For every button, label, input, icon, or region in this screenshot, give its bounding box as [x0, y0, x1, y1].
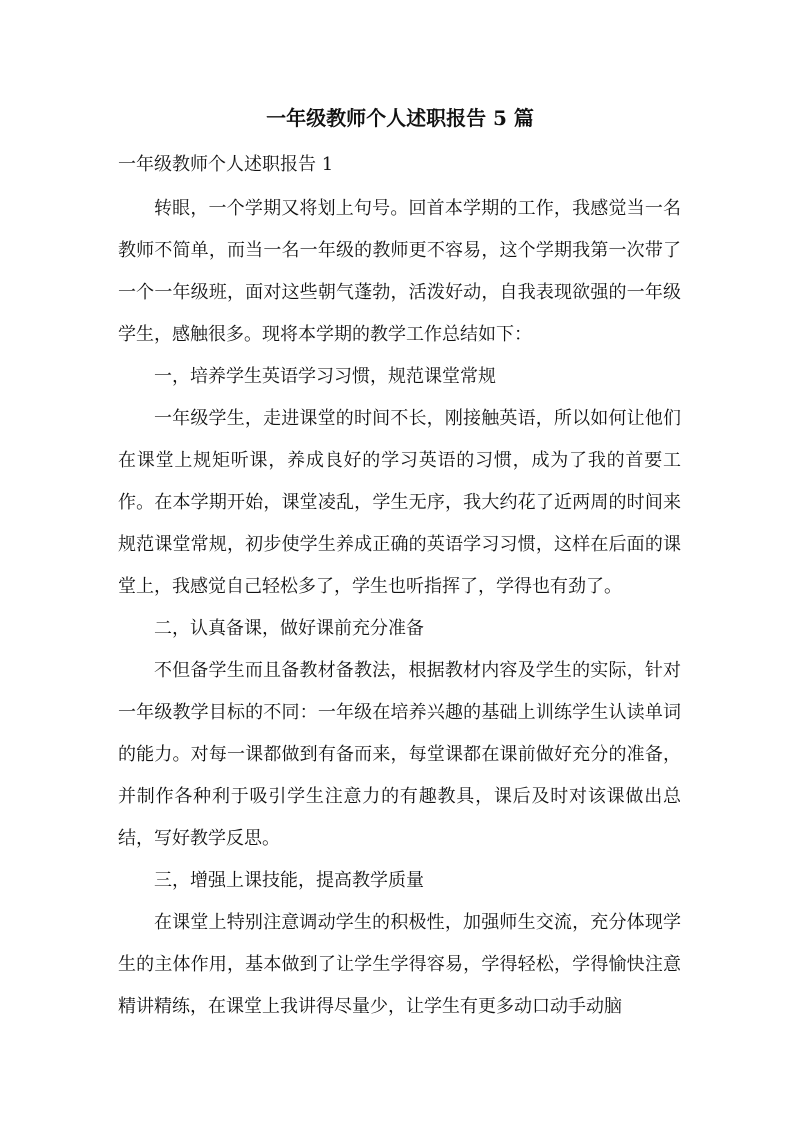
section-paragraph-3: 在课堂上特别注意调动学生的积极性，加强师生交流，充分体现学生的主体作用，基本做到了让学生学得容易，学得轻松，学得愉快注意精讲精练，在课堂上我讲得尽量少，让学生有更多动口动手动脑	[118, 912, 681, 1017]
intro-paragraph: 转眼，一个学期又将划上句号。回首本学期的工作，我感觉当一名教师不简单，而当一名一年级的教师更不容易，这个学期我第一次带了一个一年级班，面对这些朝气蓬勃，活泼好动，自我表现欲强的一年级学生，感触很多。现将本学期的教学工作总结如下：	[118, 198, 681, 345]
section-paragraph-1: 一年级学生，走进课堂的时间不长，刚接触英语，所以如何让他们在课堂上规矩听课，养成良好的学习英语的习惯，成为了我的首要工作。在本学期开始，课堂凌乱，学生无序，我大约花了近两周的时间来规范课堂常规，初步使学生养成正确的英语学习习惯，这样在后面的课堂上，我感觉自己轻松多了，学生也听指挥了，学得也有劲了。	[118, 408, 681, 597]
section-paragraph-2: 不但备学生而且备教材备教法，根据教材内容及学生的实际，针对一年级教学目标的不同：一年级在培养兴趣的基础上训练学生认读单词的能力。对每一课都做到有备而来，每堂课都在课前做好充分的准备，并制作各种利于吸引学生注意力的有趣教具，课后及时对该课做出总结，写好教学反思。	[118, 660, 681, 849]
document-body	[118, 188, 681, 1028]
section-heading-1: 一，培养学生英语学习习惯，规范课堂常规	[154, 366, 496, 387]
report-subtitle: 一年级教师个人述职报告 1	[118, 154, 334, 175]
section-heading-2: 二，认真备课，做好课前充分准备	[154, 618, 424, 639]
document-title: 一年级教师个人述职报告 5 篇	[266, 106, 534, 130]
section-heading-3: 三，增强上课技能，提高教学质量	[154, 870, 424, 891]
